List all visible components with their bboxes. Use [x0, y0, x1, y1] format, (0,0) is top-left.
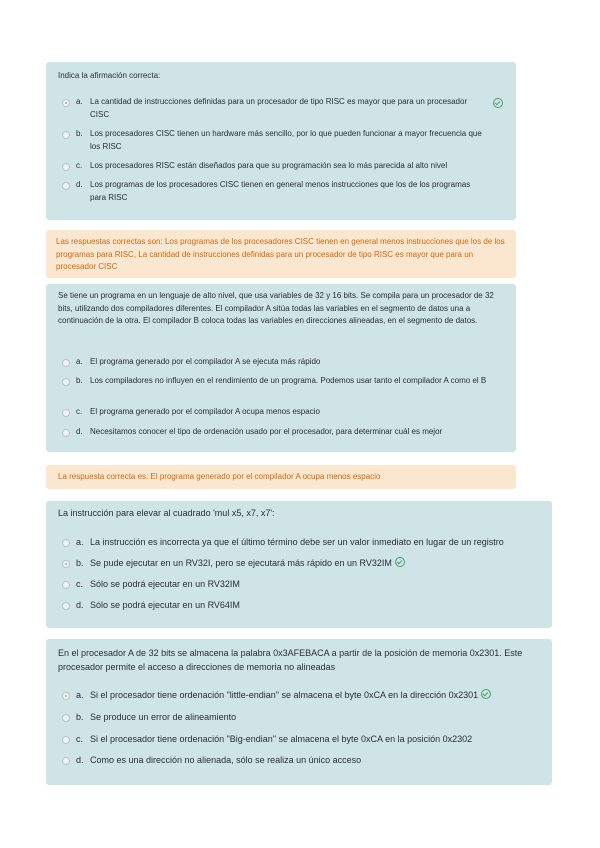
question-prompt: En el procesador A de 32 bits se almacena la palabra 0x3AFEBACA a partir de la posición de memoria 0x2301. Este procesador permite el acceso a direcciones de memoria no alineadas [58, 648, 523, 672]
question-prompt: La instrucción para elevar al cuadrado 'mul x5, x7, x7': [58, 508, 275, 518]
question-prompt: Indica la afirmación correcta: [58, 71, 161, 80]
option-text: El programa generado por el compilador A ocupa menos espacio [90, 407, 320, 416]
option-letter: b. [76, 376, 83, 385]
radio-button[interactable] [62, 692, 70, 700]
answer-option-d[interactable] [62, 426, 512, 439]
option-text: Como es una dirección no alienada, sólo se realiza un único acceso [90, 755, 362, 765]
radio-button[interactable] [62, 409, 70, 417]
option-letter: d. [76, 180, 83, 189]
option-letter: a. [76, 690, 84, 700]
answer-option-c[interactable] [62, 733, 546, 746]
feedback-text: La respuesta correcta es: El programa generado por el compilador A ocupa menos espacio [58, 472, 381, 481]
option-text: Se pude ejecutar en un RV32I, pero se ejecutará más rápido en un RV32IM [90, 558, 392, 568]
option-text-wrap [90, 689, 546, 702]
feedback-text: Las respuestas correctas son: Los programas de los procesadores CISC tienen en general menos instrucciones que los de los programas para RISC, La cantidad de instrucciones definidas para un procesador de tipo RISC es mayor que para un procesador CISC [56, 237, 505, 271]
radio-button[interactable] [62, 602, 70, 610]
answer-option-c[interactable] [62, 578, 532, 591]
radio-button[interactable] [62, 757, 70, 765]
option-text: El programa generado por el compilador A se ejecuta más rápido [90, 357, 321, 366]
answer-option-a[interactable] [62, 356, 502, 369]
answer-option-d[interactable] [62, 599, 532, 612]
radio-button[interactable] [62, 99, 70, 107]
option-letter: a. [76, 97, 83, 106]
radio-button[interactable] [62, 581, 70, 589]
option-letter: c. [76, 734, 84, 744]
radio-button[interactable] [62, 163, 70, 171]
radio-button[interactable] [62, 131, 70, 139]
answer-option-d[interactable] [62, 179, 472, 204]
answer-option-a[interactable] [62, 96, 502, 121]
option-text: Necesitamos conocer el tipo de ordenación usado por el procesador, para determinar cuál es mejor [90, 427, 443, 436]
answer-option-b[interactable] [62, 711, 532, 724]
option-text: Los programas de los procesadores CISC tienen en general menos instrucciones que los de los programas para RISC [90, 180, 471, 202]
option-text-wrap [90, 557, 532, 570]
question-card-4 [46, 639, 552, 785]
check-icon [481, 689, 491, 699]
radio-button[interactable] [62, 539, 70, 547]
option-text: Si el procesador tiene ordenación "little-endian" se almacena el byte 0xCA en la dirección 0x2301 [90, 690, 479, 700]
option-text: Si el procesador tiene ordenación "Big-endian" se almacena el byte 0xCA en la posición 0x2302 [90, 734, 473, 744]
option-letter: d. [76, 755, 84, 765]
question-card-1 [46, 62, 516, 220]
option-letter: a. [76, 357, 83, 366]
answer-option-b[interactable] [62, 375, 498, 388]
correct-answer-feedback-2 [46, 465, 516, 489]
radio-button[interactable] [62, 714, 70, 722]
option-text: Los procesadores RISC están diseñados para que su programación sea lo más parecida al alto nivel [90, 161, 448, 170]
option-letter: d. [76, 600, 84, 610]
radio-button[interactable] [62, 359, 70, 367]
option-text: Los procesadores CISC tienen un hardware más sencillo, por lo que pueden funcionar a mayor frecuencia que los RISC [90, 129, 482, 151]
option-letter: d. [76, 427, 83, 436]
answer-option-b[interactable] [62, 128, 482, 153]
answer-option-b[interactable] [62, 557, 532, 570]
answer-option-a[interactable] [62, 689, 546, 702]
radio-button[interactable] [62, 182, 70, 190]
radio-button[interactable] [62, 736, 70, 744]
check-icon [395, 557, 405, 567]
answer-option-c[interactable] [62, 160, 502, 173]
option-letter: b. [76, 558, 84, 568]
option-letter: a. [76, 537, 84, 547]
option-text: Los compiladores no influyen en el rendimiento de un programa. Podemos usar tanto el compilador A como el B [90, 376, 487, 385]
option-letter: b. [76, 129, 83, 138]
check-icon [493, 98, 503, 108]
option-letter: c. [76, 579, 84, 589]
option-letter: c. [76, 161, 83, 170]
radio-button[interactable] [62, 378, 70, 386]
radio-button[interactable] [62, 560, 70, 568]
option-text: Se produce un error de alineamiento [90, 712, 237, 722]
answer-option-c[interactable] [62, 406, 502, 419]
option-text: La cantidad de instrucciones definidas para un procesador de tipo RISC es mayor que para un procesador CISC [90, 97, 468, 119]
correct-answer-feedback-1 [46, 230, 516, 278]
option-text: Sólo se podrá ejecutar en un RV64IM [90, 600, 240, 610]
question-card-3 [46, 501, 552, 628]
question-card-2 [46, 284, 516, 452]
radio-button[interactable] [62, 429, 70, 437]
option-letter: b. [76, 712, 84, 722]
answer-option-d[interactable] [62, 754, 532, 767]
option-text: Sólo se podrá ejecutar en un RV32IM [90, 579, 240, 589]
question-prompt: Se tiene un programa en un lenguaje de alto nivel, que usa variables de 32 y 16 bits. Se compila para un procesador de 32 bits, utilizando dos compiladores diferentes. El compilador A sitúa todas las variables en el segmento de datos una a continuación de la otra. El compilador B coloca todas las variables en direcciones alineadas, en el segmento de datos. [58, 291, 494, 325]
option-letter: c. [76, 407, 83, 416]
option-text: La instrucción es incorrecta ya que el último término debe ser un valor inmediato en lugar de un registro [90, 537, 504, 547]
answer-option-a[interactable] [62, 536, 552, 549]
